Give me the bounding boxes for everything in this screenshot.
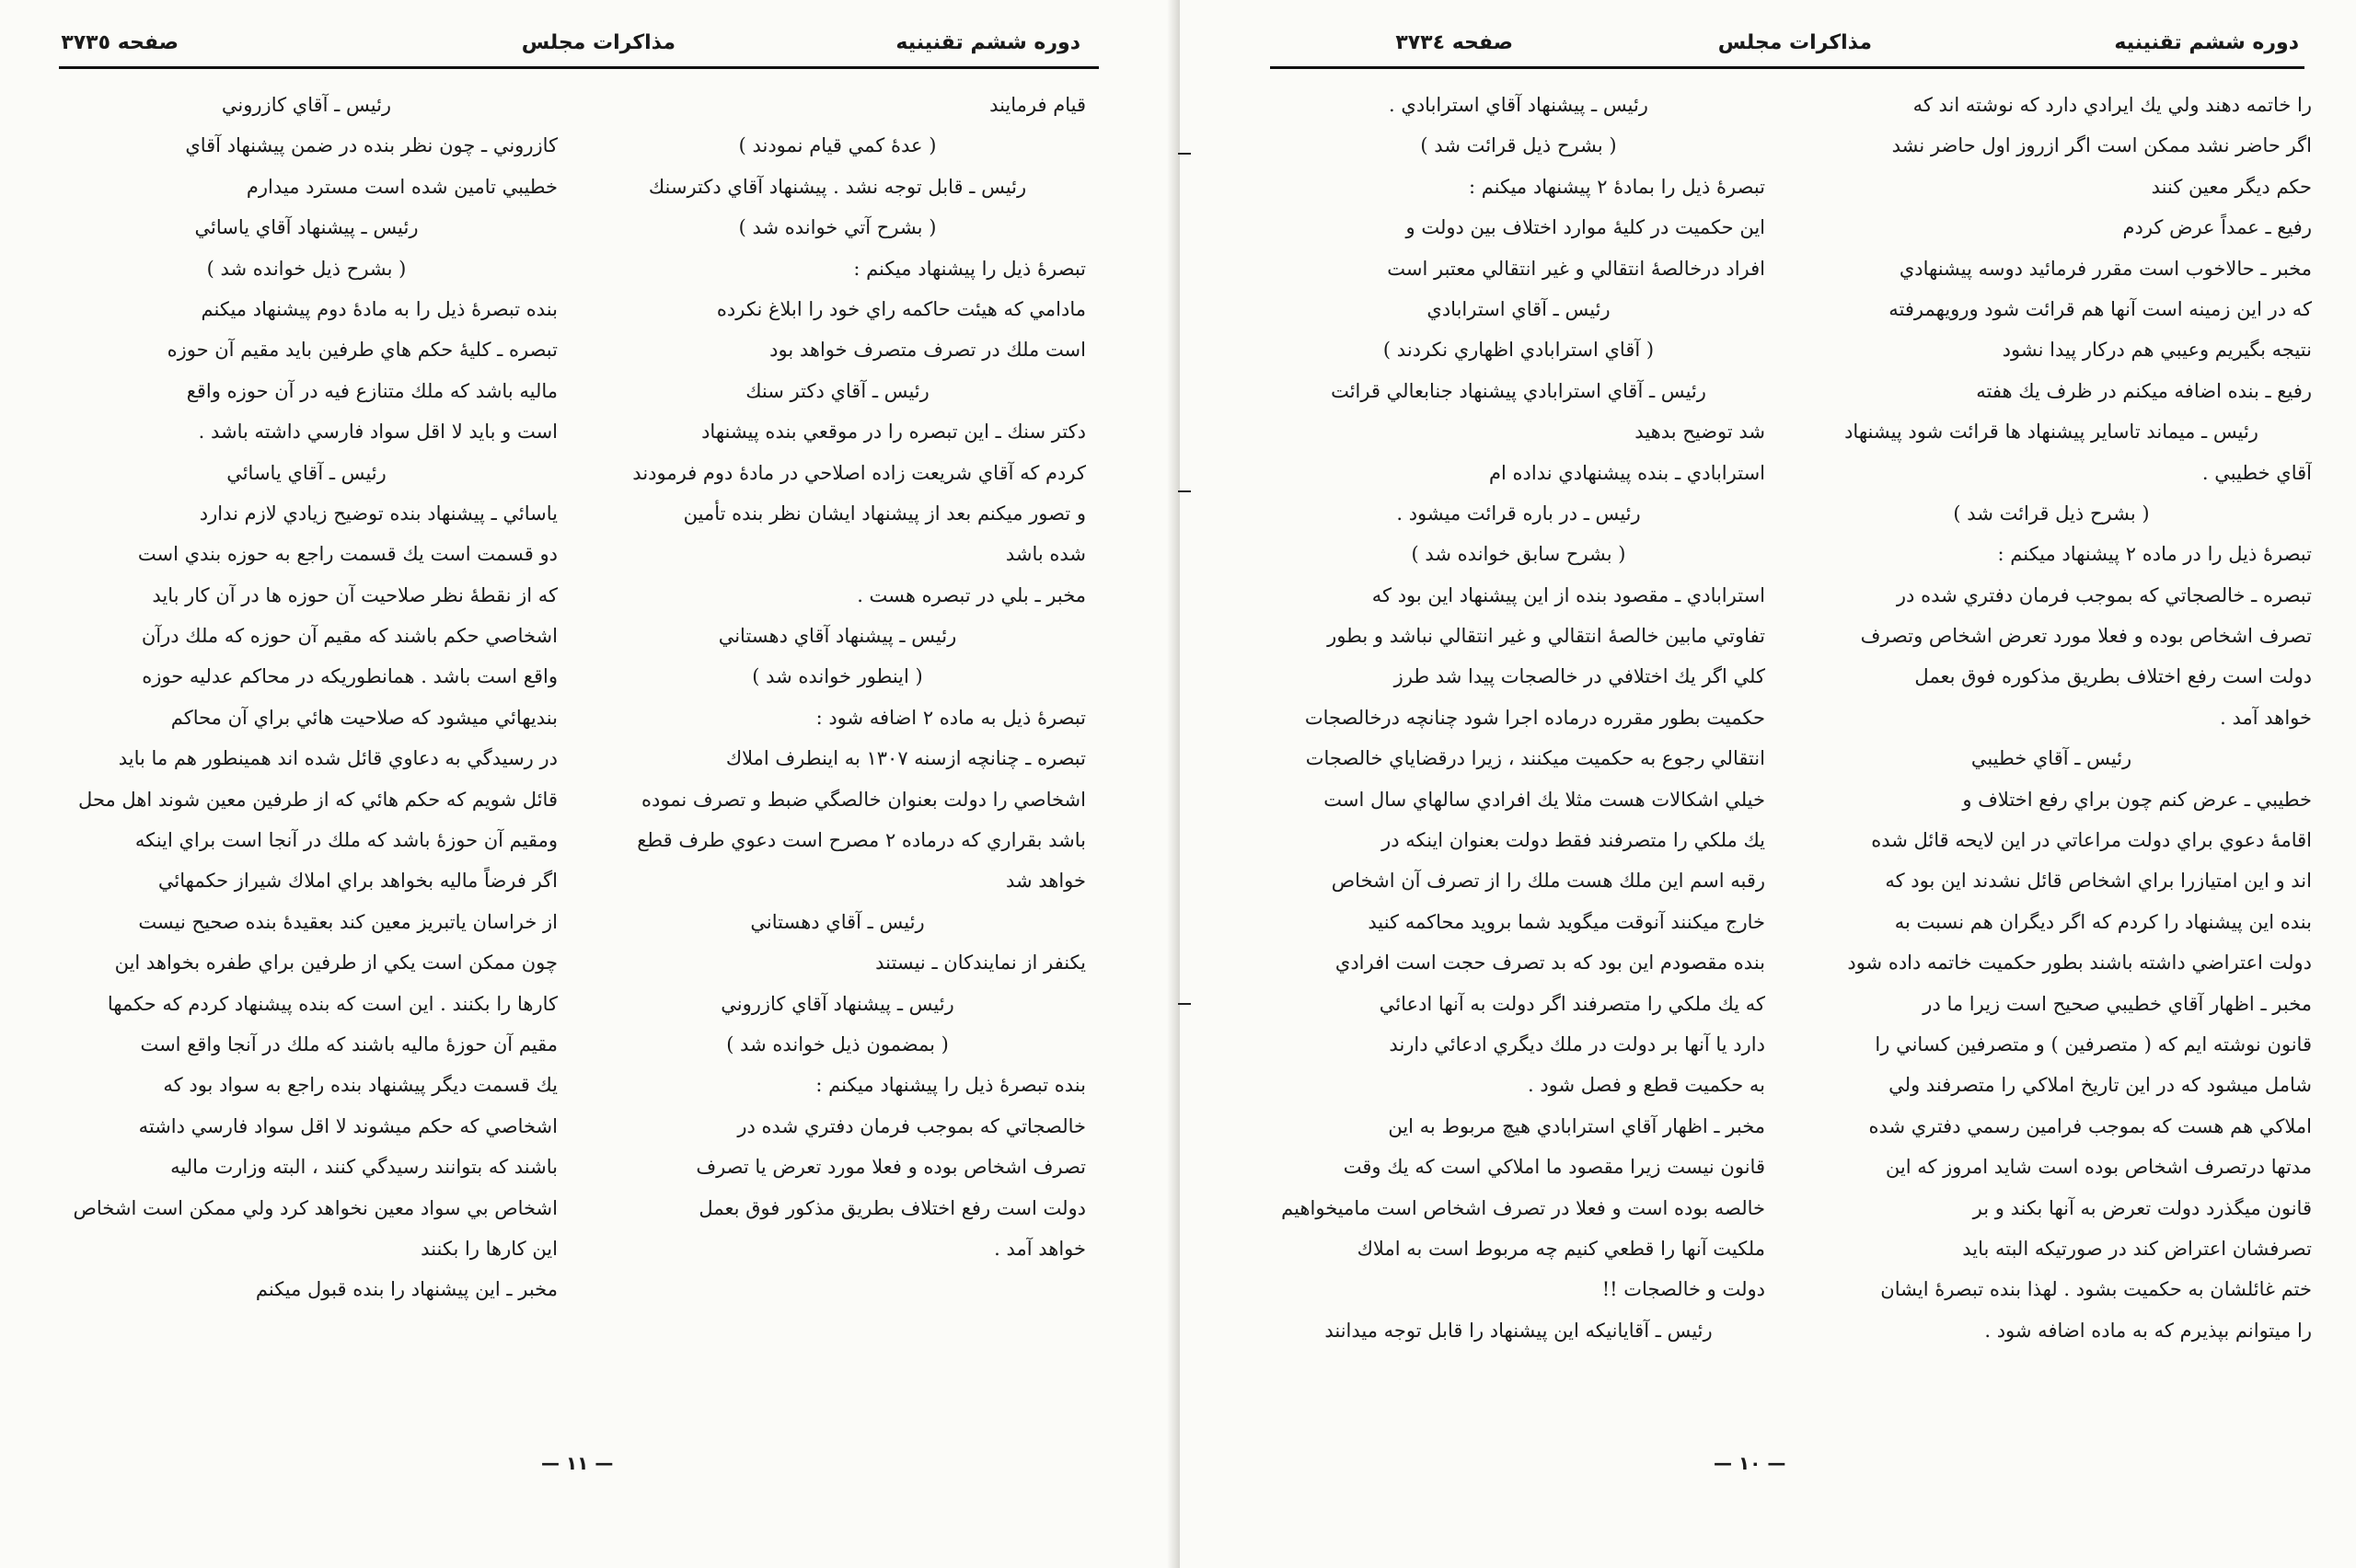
text-line: ( اينطور خوانده شد ) [752, 665, 923, 688]
text-line: اگر حاضر نشد ممكن است اگر ازروز اول حاضر نشد [1891, 134, 2312, 157]
text-line: خطيبي ـ عرض كنم چون براي رفع اختلاف و [1962, 788, 2312, 811]
text-line: قانون نيست زيرا مقصود ما املاكي است كه يك وقت [1343, 1156, 1765, 1179]
text-line: از خراسان ياتبريز معين كند بعقيدهٔ بنده صحيح نيست [138, 910, 558, 933]
text-line: ( بشرح سابق خوانده شد ) [1411, 543, 1626, 566]
text-line: خالصجاتي كه بموجب فرمان دفتري شده در [737, 1114, 1086, 1137]
text-line: اشخاصي كه حكم ميشوند لا اقل سواد فارسي داشته [138, 1114, 558, 1137]
text-line: تصرف اشخاص بوده و فعلا مورد تعرض اشخاص وتصرف [1860, 625, 2312, 648]
binding-mark [1178, 153, 1191, 155]
text-line: اشخاص بي سواد معين نخواهد كرد ولي ممكن است اشخاص [73, 1196, 558, 1219]
text-line: ماليه باشد كه ملك متنازع فيه در آن حوزه واقع [186, 379, 558, 402]
left-page-left-column [55, 85, 558, 1310]
text-line: ( بمضمون ذيل خوانده شد ) [726, 1032, 949, 1055]
text-line: مخبر ـ بلي در تبصره هست . [857, 583, 1086, 606]
text-line: قائل شويم كه حكم هائي كه از طرفين معين شوند اهل محل [78, 788, 558, 811]
page-label: صفحه ٣٧٣٤ [1395, 31, 1513, 54]
text-line: خطيبي تامين شده است مسترد ميدارم [246, 175, 558, 198]
text-line: رئيس ـ آقايانيكه اين پيشنهاد را قابل توجه ميدانند [1324, 1319, 1713, 1342]
text-line: حكميت بطور مقرره درماده اجرا شود چنانچه درخالصجات [1304, 706, 1765, 729]
text-line: خارج ميكنند آنوقت ميگويد شما برويد محاكمه كنيد [1368, 910, 1765, 933]
text-line: خواهد آمد . [994, 1237, 1086, 1260]
left-page-right-column [589, 85, 1086, 1269]
text-line: است و بايد لا اقل سواد فارسي داشته باشد . [198, 421, 558, 444]
text-line: رئيس ـ قابل توجه نشد . پيشنهاد آقاي دكترسنك [648, 175, 1027, 198]
right-page-left-column [1272, 85, 1765, 1351]
text-line: اقامهٔ دعوي براي دولت مراعاتي در اين لايحه قائل شده [1871, 829, 2312, 852]
text-line: كه در اين زمينه است آنها هم قرائت شود ورويهمرفته [1888, 297, 2312, 320]
text-line: مخبر ـ اين پيشنهاد را بنده قبول ميكنم [255, 1278, 558, 1301]
text-line: را خاتمه دهند ولي يك ايرادي دارد كه نوشته اند كه [1912, 94, 2312, 116]
text-line: دارد يا آنها بر دولت در ملك ديگري ادعائي دارند [1389, 1032, 1765, 1055]
header-rule [1270, 66, 2304, 69]
period-label: دوره ششم تقنينيه [895, 31, 1080, 54]
text-line: ( بشرح ذيل قرائت شد ) [1953, 502, 2150, 525]
page-number: — ١١ — [541, 1452, 614, 1474]
text-line: تبصرهٔ ذيل را پيشنهاد ميكنم : [853, 257, 1086, 280]
text-line: تبصره ـ چنانچه ازسنه ١٣٠٧ به اينطرف املاك [725, 747, 1086, 770]
text-line: ياسائي ـ پيشنهاد بنده توضيح زيادي لازم ندارد [199, 502, 558, 525]
text-line: حكم ديگر معين كنند [2151, 175, 2312, 198]
text-line: شامل ميشود كه در اين تاريخ املاكي را متصرفند ولي [1888, 1074, 2312, 1097]
text-line: يكنفر از نمايندكان ـ نيستند [875, 951, 1086, 974]
text-line: مدتها درتصرف اشخاص بوده است شايد امروز كه اين [1885, 1156, 2312, 1179]
text-line: تبصره ـ خالصجاتي كه بموجب فرمان دفتري شده در [1896, 583, 2312, 606]
text-line: تبصره ـ كليهٔ حكم هاي طرفين بايد مقيم آن حوزه [167, 339, 558, 362]
text-line: تفاوتي مابين خالصهٔ انتقالي و غير انتقالي نباشد و بطور [1327, 625, 1765, 648]
text-line: آقاي خطيبي . [2201, 461, 2312, 484]
text-line: و تصور ميكنم بعد از پيشنهاد ايشان نظر بنده تأمين [683, 502, 1086, 525]
text-line: ( آقاي استرابادي اظهاري نكردند ) [1382, 339, 1655, 362]
text-line: ملكيت آنها را قطعي كنيم چه مربوط است به املاك [1357, 1237, 1765, 1260]
text-line: تصرف اشخاص بوده و فعلا مورد تعرض يا تصرف [696, 1156, 1086, 1179]
journal-title: مذاكرات مجلس [1717, 31, 1872, 54]
text-line: بنده اين پيشنهاد را كردم كه اگر ديگران هم نسبت به [1894, 910, 2312, 933]
text-line: استرابادي ـ مقصود بنده از اين پيشنهاد اين بود كه [1371, 583, 1765, 606]
binding-mark [1178, 1003, 1191, 1005]
text-line: بنده تبصرهٔ ذيل را به مادهٔ دوم پيشنهاد ميكنم [201, 297, 558, 320]
text-line: رئيس ـ آقاي استرابادي پيشنهاد جنابعالي قرائت [1331, 379, 1706, 402]
text-line: اين حكميت در كليهٔ موارد اختلاف بين دولت و [1405, 216, 1765, 239]
text-line: دو قسمت است يك قسمت راجع به حوزه بندي است [137, 543, 558, 566]
text-line: رئيس ـ ميماند تاساير پيشنهاد ها قرائت شود پيشنهاد [1844, 421, 2258, 444]
text-line: باشد بقراري كه درماده ٢ مصرح است دعوي طرف قطع [637, 829, 1086, 852]
text-line: دكتر سنك ـ اين تبصره را در موقعي بنده پيشنهاد [701, 421, 1086, 444]
text-line: رئيس ـ پيشنهاد آقاي كازروني [721, 992, 954, 1015]
text-line: خيلي اشكالات هست مثلا يك افرادي سالهاي سال است [1323, 788, 1765, 811]
text-line: انتقالي رجوع به حكميت ميكنند ، زيرا درقضاياي خالصجات [1305, 747, 1765, 770]
period-label: دوره ششم تقنينيه [2114, 31, 2299, 54]
text-line: تصرفشان اعتراض كند در صورتيكه البته بايد [1962, 1237, 2312, 1260]
text-line: اگر فرضاً ماليه بخواهد براي املاك شيراز حكمهائي [157, 870, 558, 893]
text-line: استرابادي ـ بنده پيشنهادي نداده ام [1489, 461, 1765, 484]
text-line: بنده تبصرهٔ ذيل را پيشنهاد ميكنم : [815, 1074, 1086, 1097]
text-line: تبصرهٔ ذيل را بمادهٔ ٢ پيشنهاد ميكنم : [1468, 175, 1765, 198]
text-line: را ميتوانم بپذيرم كه به ماده اضافه شود . [1984, 1319, 2312, 1342]
text-line: يك ملكي را متصرفند فقط دولت بعنوان اينكه در [1381, 829, 1765, 852]
text-line: يك قسمت ديگر پيشنهاد بنده راجع به سواد بود كه [163, 1074, 558, 1097]
text-line: در رسيدگي به دعاوي قائل شده اند همينطور هم ما بايد [118, 747, 558, 770]
text-line: خواهد آمد . [2220, 706, 2312, 729]
header-rule [59, 66, 1099, 69]
text-line: اين كارها را بكنند [421, 1237, 558, 1260]
right-page [1180, 0, 2356, 1568]
text-line: دولت و خالصجات !! [1601, 1278, 1765, 1301]
text-line: دولت است رفع اختلاف بطريق مذكوره فوق بعمل [1914, 665, 2312, 688]
text-line: اشخاصي حكم باشند كه مقيم آن حوزه كه ملك درآن [141, 625, 558, 648]
text-line: كلي اگر يك اختلافي در خالصجات پيدا شد طرز [1393, 665, 1765, 688]
text-line: بنده مقصودم اين بود كه بد تصرف حجت است افرادي [1334, 951, 1765, 974]
text-line: باشند كه بتوانند رسيدگي كنند ، البته وزارت ماليه [170, 1156, 558, 1179]
right-page-right-column [1791, 85, 2312, 1351]
text-line: مادامي كه هيئت حاكمه راي خود را ابلاغ نكرده [716, 297, 1086, 320]
text-line: مخبر ـ حالاخوب است مقرر فرمائيد دوسه پيشنهادي [1899, 257, 2312, 280]
left-page-header [59, 26, 1099, 63]
text-line: ( بشرح ذيل خوانده شد ) [206, 257, 407, 280]
text-line: رئيس ـ پيشنهاد آقاي دهستاني [718, 625, 957, 648]
text-line: ومقيم آن حوزهٔ باشد كه ملك در آنجا است براي اينكه [134, 829, 558, 852]
text-line: افراد درخالصهٔ انتقالي و غير انتقالي معتبر است [1387, 257, 1765, 280]
text-line: تبصرهٔ ذيل را در ماده ٢ پيشنهاد ميكنم : [1997, 543, 2312, 566]
text-line: قانون ميگذرد دولت تعرض به آنها بكند و بر [1972, 1196, 2312, 1219]
text-line: رئيس ـ در باره قرائت ميشود . [1396, 502, 1641, 525]
text-line: نتيجه بگيريم وعيبي هم دركار پيدا نشود [2002, 339, 2312, 362]
text-line: به حكميت قطع و فصل شود . [1527, 1074, 1765, 1097]
page-label: صفحه ٣٧٣٥ [61, 31, 179, 54]
text-line: بنديهائي ميشود كه صلاحيت هائي براي آن محاكم [170, 706, 558, 729]
text-line: اشخاصي را دولت بعنوان خالصگي ضبط و تصرف نموده [641, 788, 1086, 811]
text-line: رئيس ـ آقاي استرابادي [1426, 297, 1611, 320]
text-line: رئيس ـ آقاي ياسائي [226, 461, 387, 484]
text-line: رئيس ـ آقاي خطيبي [1970, 747, 2132, 770]
text-line: رئيس ـ آقاي كازروني [221, 94, 392, 116]
right-page-header [1270, 26, 2304, 63]
text-line: رئيس ـ پيشنهاد آقاي استرابادي . [1389, 94, 1648, 116]
text-line: مخبر ـ اظهار آقاي استرابادي هيچ مربوط به اين [1388, 1114, 1765, 1137]
text-line: مقيم آن حوزهٔ ماليه باشند كه ملك در آنجا واقع است [140, 1032, 558, 1055]
text-line: رفيع ـ بنده اضافه ميكنم در ظرف يك هفته [1976, 379, 2312, 402]
text-line: ( بشرح آتي خوانده شد ) [738, 216, 937, 239]
page-number: — ١٠ — [1714, 1452, 1786, 1474]
text-line: قيام فرمايند [989, 94, 1086, 116]
text-line: رئيس ـ آقاي دهستاني [750, 910, 925, 933]
text-line: كارها را بكنند . اين است كه بنده پيشنهاد كردم كه حكمها [107, 992, 558, 1015]
text-line: دولت اعتراضي داشته باشند بطور حكميت خاتمه داده شود [1847, 951, 2312, 974]
text-line: ( عدهٔ كمي قيام نمودند ) [738, 134, 937, 157]
text-line: اند و اين امتيازرا براي اشخاص قائل نشدند اين بود كه [1885, 870, 2312, 893]
text-line: قانون نوشته ايم كه ( متصرفين ) و متصرفين كساني را [1875, 1032, 2312, 1055]
text-line: كازروني ـ چون نظر بنده در ضمن پيشنهاد آقاي [185, 134, 558, 157]
text-line: رئيس ـ پيشنهاد آقاي ياسائي [194, 216, 419, 239]
text-line: است ملك در تصرف متصرف خواهد بود [769, 339, 1086, 362]
text-line: مخبر ـ اظهار آقاي خطيبي صحيح است زيرا ما در [1923, 992, 2312, 1015]
text-line: كردم كه آقاي شريعت زاده اصلاحي در مادهٔ دوم فرمودند [632, 461, 1086, 484]
text-line: كه يك ملكي را متصرفند اگر دولت به آنها ادعائي [1379, 992, 1765, 1015]
text-line: شد توضيح بدهيد [1634, 421, 1765, 444]
text-line: رقبه اسم اين ملك هست ملك را از تصرف آن اشخاص [1331, 870, 1765, 893]
journal-title: مذاكرات مجلس [521, 31, 676, 54]
text-line: دولت است رفع اختلاف بطريق مذكور فوق بعمل [699, 1196, 1086, 1219]
text-line: املاكي هم هست كه بموجب فرامين رسمي دفتري شده [1868, 1114, 2312, 1137]
text-line: خواهد شد [1005, 870, 1086, 893]
text-line: رفيع ـ عمداً عرض كردم [2122, 216, 2312, 239]
text-line: تبصرهٔ ذيل به ماده ٢ اضافه شود : [815, 706, 1086, 729]
text-line: ( بشرح ذيل قرائت شد ) [1420, 134, 1617, 157]
text-line: شده باشد [1005, 543, 1086, 566]
text-line: كه از نقطهٔ نظر صلاحيت آن حوزه ها در آن كار بايد [152, 583, 558, 606]
text-line: خالصه بوده است و فعلا در تصرف اشخاص است ماميخواهيم [1281, 1196, 1765, 1219]
text-line: رئيس ـ آقاي دكتر سنك [745, 379, 930, 402]
text-line: واقع است باشد . همانطوريكه در محاكم عدليه حوزه [142, 665, 558, 688]
binding-mark [1178, 490, 1191, 492]
text-line: ختم غائلشان به حكميت بشود . لهذا بنده تبصرهٔ ايشان [1880, 1278, 2312, 1301]
text-line: چون ممكن است يكي از طرفين براي طفره بخواهد اين [114, 951, 558, 974]
